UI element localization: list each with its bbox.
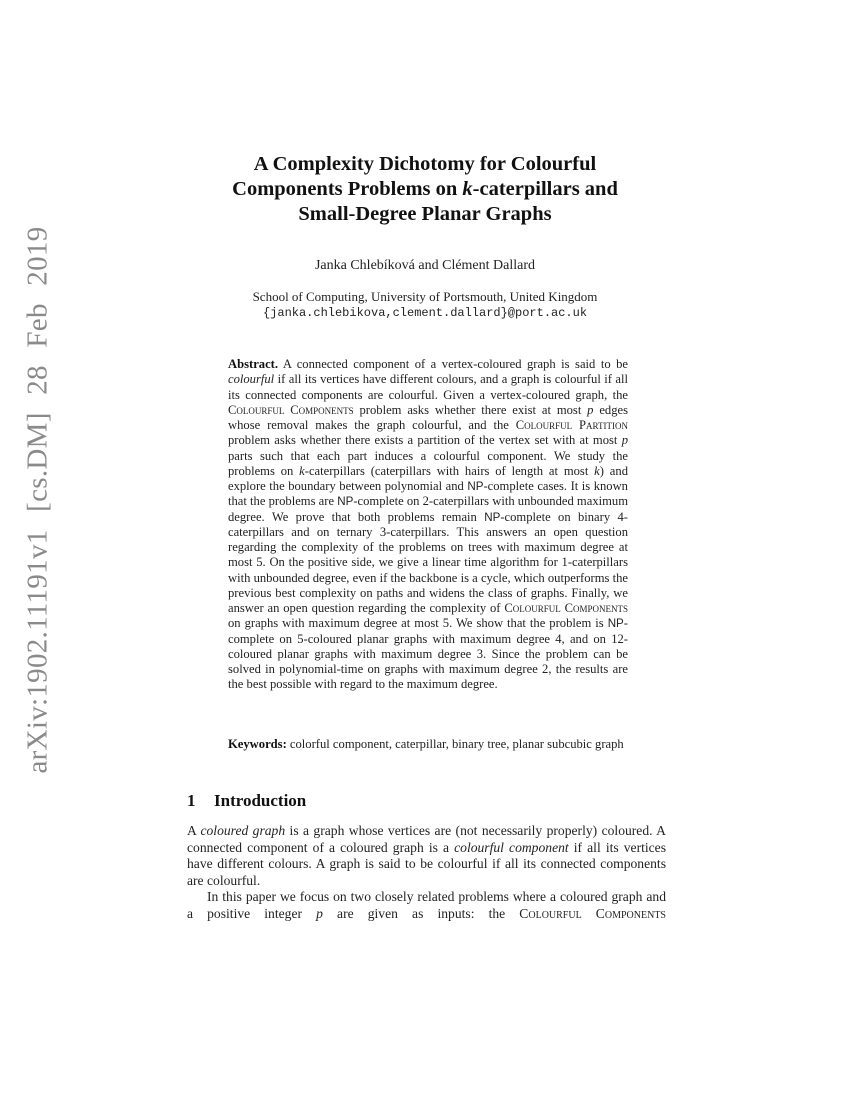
math-var: p [316, 905, 323, 921]
introduction-body [187, 823, 666, 923]
abstract-text: problem asks whether there exists a partition of the vertex set with at most [228, 433, 622, 448]
title-line-2-text: Components Problems on [232, 178, 463, 200]
problem-name: Colourful Components [504, 601, 628, 615]
title-italic-k: k [462, 178, 473, 200]
abstract-label: Abstract. [228, 357, 279, 371]
problem-name: Colourful Components [228, 402, 354, 417]
section-heading [187, 791, 306, 811]
abstract-text: -complete on 5-coloured planar graphs with maximum degree 4, and on 12-coloured planar graphs with maximum degree 3. Since the problem can be solved in polynomial-time on graphs with maximum degree 2, the results are the best possible with regard to the maximum degree. [228, 616, 628, 692]
author-list: Janka Chlebíková and Clément Dallard [314, 258, 536, 273]
institution: School of Computing, University of Portsmouth, United Kingdom [252, 289, 598, 304]
abstract-text: A connected component of a vertex-coloured graph is said to be [278, 357, 628, 371]
section-title: Introduction [214, 791, 307, 810]
complexity-class: NP [484, 510, 501, 524]
paragraph [187, 823, 666, 889]
body-text: A [187, 823, 201, 838]
body-text: are given as inputs: the [322, 905, 520, 921]
defined-term: coloured graph [200, 823, 286, 838]
body-text: if all its vertices have different colours. A graph is said to be colourful if all its connected components are colourful. [187, 839, 667, 888]
math-var: p [621, 433, 628, 448]
email-addresses[interactable]: {janka.chlebikova,clement.dallard}@port.ac.uk [262, 306, 588, 320]
title-line-2-text-end: -caterpillars and [472, 178, 618, 200]
abstract-text: -complete on binary 4-caterpillars and on ternary 3-caterpillars. This answers an open question regarding the complexity of the problems on trees with maximum degree at most 5. On the positive side, we give a linear time algorithm for 1-caterpillars with unbounded degree, even if the backbone is a cycle, which outperforms the previous best complexity on paths and widens the class of graphs. Finally, we answer an open question regarding the complexity of [228, 509, 628, 615]
complexity-class: NP [467, 480, 484, 493]
affiliation-block [0, 289, 850, 321]
abstract-text: edges whose removal makes the graph colourful, and the [228, 402, 628, 432]
abstract-text: -caterpillars (caterpillars with hairs of length at most [304, 463, 595, 478]
complexity-class: NP [607, 617, 624, 631]
abstract-text: ) and explore the boundary between polynomial and [228, 463, 628, 493]
abstract-emph: colourful [228, 372, 275, 387]
body-text: is a graph whose vertices are (not necessarily properly) coloured. A connected component of a coloured graph is a [187, 823, 666, 855]
problem-name: Colourful Components [519, 905, 666, 921]
defined-term: colourful component [454, 839, 569, 855]
abstract-text: -complete cases. It is known that the problems are [228, 479, 628, 509]
arxiv-identifier-stamp: arXiv:1902.11191v1 [cs.DM] 28 Feb 2019 [21, 226, 54, 774]
title-line-1: A Complexity Dichotomy for Colourful [253, 153, 597, 175]
abstract-text: if all its vertices have different colours, and a graph is colourful if all its connected components are colourful. Given a vertex-coloured graph, the [228, 372, 628, 402]
body-text: In this paper we focus on two closely related problems where a coloured graph and a positive integer [187, 889, 666, 921]
abstract-text: parts such that each part induces a colourful component. We study the problems on [228, 448, 628, 478]
problem-name: Colourful Partition [515, 418, 628, 432]
paragraph [187, 889, 666, 922]
abstract-text: problem asks whether there exist at most [353, 402, 588, 417]
abstract [228, 357, 628, 693]
section-number: 1 [187, 791, 196, 810]
paper-title [0, 152, 850, 227]
abstract-text: -complete on 2-caterpillars with unbounded maximum degree. We prove that both problems remain [228, 494, 628, 524]
math-var: p [587, 402, 594, 417]
math-var: k [299, 463, 305, 478]
keywords [228, 737, 628, 752]
complexity-class: NP [337, 495, 354, 509]
keywords-label: Keywords: [228, 737, 287, 751]
math-var: k [594, 463, 600, 478]
title-line-3: Small-Degree Planar Graphs [298, 203, 552, 225]
title-line-2 [0, 177, 850, 202]
keywords-text: colorful component, caterpillar, binary tree, planar subcubic graph [286, 737, 624, 751]
abstract-text: on graphs with maximum degree at most 5. We show that the problem is [228, 616, 608, 631]
